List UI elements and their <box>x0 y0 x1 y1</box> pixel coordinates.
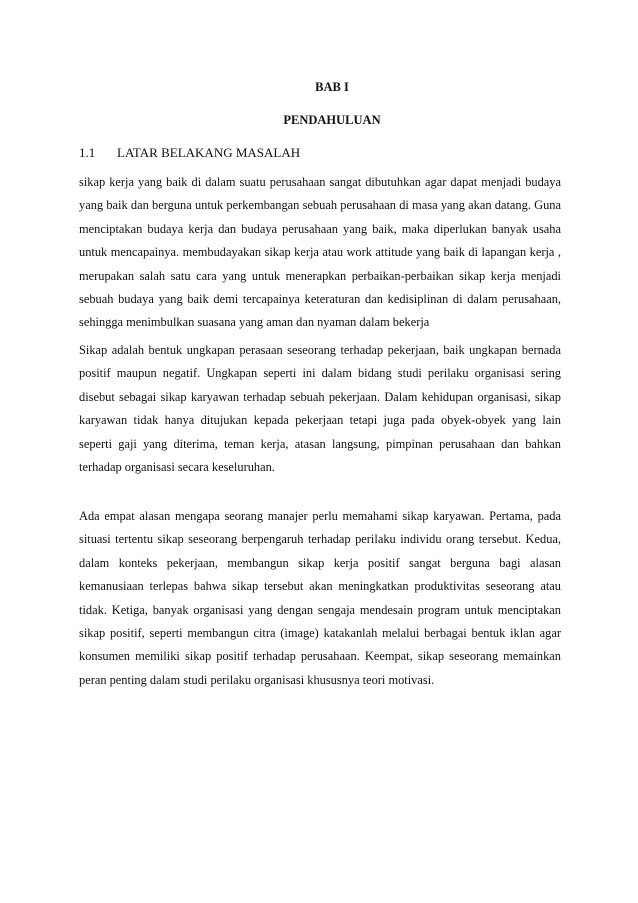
paragraph-3: Ada empat alasan mengapa seorang manajer perlu memahami sikap karyawan. Pertama, pada situasi tertentu sikap seseorang berpengaruh terhadap perilaku individu orang tersebut. Kedua, dalam konteks pekerjaan, membangun sikap kerja positif sangat berguna bagi alasan kemanusiaan terlepas bahwa sikap tersebut akan meningkatkan produktivitas seseorang atau tidak. Ketiga, banyak organisasi yang dengan sengaja mendesain program untuk menciptakan sikap positif, seperti membangun citra (image) katakanlah melalui berbagai bentuk iklan agar konsumen memiliki sikap positif terhadap perusahaan. Keempat, sikap seseorang memainkan peran penting dalam studi perilaku organisasi khususnya teori motivasi. <box>79 509 561 687</box>
chapter-title: PENDAHULUAN <box>283 113 381 127</box>
section-heading <box>79 145 300 161</box>
paragraph-2: Sikap adalah bentuk ungkapan perasaan seseorang terhadap pekerjaan, baik ungkapan bernada positif maupun negatif. Ungkapan seperti ini dalam bidang studi perilaku organisasi sering disebut sebagai sikap karyawan terhadap sebuah pekerjaan. Dalam kehidupan organisasi, sikap karyawan tidak hanya ditujukan kepada pekerjaan tetapi juga pada obyek-obyek yang lain seperti gaji yang diterima, teman kerja, atasan langsung, pimpinan perusahaan dan bahkan terhadap organisasi secara keseluruhan. <box>79 343 561 475</box>
section-title: LATAR BELAKANG MASALAH <box>117 145 301 160</box>
paragraph-1: sikap kerja yang baik di dalam suatu perusahaan sangat dibutuhkan agar dapat menjadi budaya yang baik dan berguna untuk perkembangan sebuah perusahaan di masa yang akan datang. Guna menciptakan budaya kerja dan budaya perusahaan yang baik, maka diperlukan banyak usaha untuk mencapainya. membudayakan sikap kerja atau work attitude yang baik di lapangan kerja , merupakan salah satu cara yang untuk menerapkan perbaikan-perbaikan sikap kerja menjadi sebuah budaya yang baik demi tercapainya keteraturan dan kedisiplinan di dalam perusahaan, sehingga menimbulkan suasana yang aman dan nyaman dalam bekerja <box>79 175 561 330</box>
chapter-label: BAB I <box>315 80 349 94</box>
section-number: 1.1 <box>79 145 96 160</box>
